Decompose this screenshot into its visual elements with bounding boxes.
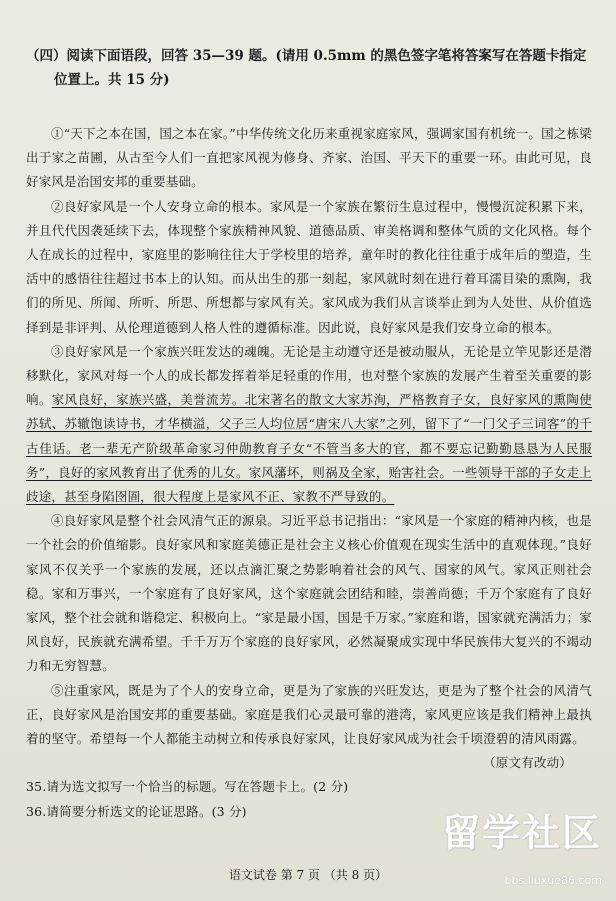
paragraph-1: ①“天下之本在国，国之本在家。”中华传统文化历来重视家庭家风，强调家国有机统一。国之栋梁出于家之苗圃，从古至今人们一直把家风视为修身、齐家、治国、平天下的重要一环。由此可见，良好家风是治国安邦的重要基础。: [26, 126, 592, 190]
watermark-url: bbs.liuxue86.com: [504, 874, 602, 887]
header-line-2: 位置上。共 15 分): [54, 72, 170, 88]
paragraph-3: [26, 340, 592, 509]
paragraph-2: ②良好家风是一个人安身立命的根本。家风是一个家族在繁衍生息过程中，慢慢沉淀积累下来，并且代代因袭延续下去，体现整个家族精神风貌、道德品质、审美格调和整体气质的文化风格。每个人在成长的过程中，家庭里的影响往往大于学校里的培养，童年时的教化往往重于成年后的塑造，生活中的感悟往往超过书本上的认知。而从出生的那一刻起，家风就时刻在进行着耳濡目染的熏陶，我们的所见、所闻、所听、所思、所想都与家风有关。家风成为我们从言谈举止到为人处世、从价值选择到是非评判、从伦理道德到人格人性的遵循标准。因此说，良好家风是我们安身立命的根本。: [26, 198, 592, 335]
paragraph-3-underlined: 家风良好，家族兴盛，美誉流芳。北宋著名的散文大家苏洵，严格教育子女，良好家风的熏陶使苏轼、苏辙饱读诗书，才华横溢，父子三人均位居“唐宋八大家”之列，留下了“一门父子三词客”的千古佳话。老一辈无产阶级革命家习仲勋教育子女“不管当多大的官，都不要忘记勤勤恳恳为人民服务”，良好的家风教育出了优秀的儿女。家风藩坏，则祸及全家，贻害社会。一些领导干部的子女走上歧途，甚至身陷囹圄，很大程度上是家风不正、家教不严导致的。: [26, 392, 592, 505]
source-note: （原文有改动）: [483, 755, 572, 771]
page-footer: 语文试卷 第 7 页 （共 8 页）: [228, 868, 388, 882]
paragraph-4: ④良好家风是整个社会风清气正的源泉。习近平总书记指出：“家风是一个家庭的精神内核，也是一个社会的价值缩影。良好家风和家庭美德正是社会主义核心价值观在现实生活中的直观体现。”良好家风不仅关乎一个家族的发展，还以点滴汇聚之势影响着社会的风气、国家的风气。家风正则社会稳。家和万事兴，一个家庭有了良好家风，这个家庭就会团结和睦，崇善尚德；千万个家庭有了良好家风，整个社会就和谐稳定、积极向上。“家是最小国，国是千万家。”家庭和谐，国家就充满活力；家风良好，民族就充满希望。千千万万个家庭的良好家风，必然凝聚成实现中华民族伟大复兴的不竭动力和无穷智慧。: [26, 513, 592, 674]
passage: [26, 122, 592, 824]
question-35: 35.请为选文拟写一个恰当的标题。写在答题卡上。(2 分): [26, 779, 349, 795]
section-header: [26, 44, 598, 92]
paragraph-3-text: ③良好家风是一个家族兴旺发达的魂魄。无论是主动遵守还是被动服从，无论是立竿见影还是潜移默化，家风对每一个人的成长都发挥着举足轻重的作用，也对整个家族的发展产生着至关重要的影响。: [26, 343, 592, 408]
watermark-logo: 留学社区: [441, 811, 602, 855]
question-36: 36.请简要分析选文的论证思路。(3 分): [26, 803, 247, 819]
header-line-1: （四）阅读下面语段，回答 35—39 题。(请用 0.5mm 的黑色签字笔将答案写在答题卡指定: [26, 48, 587, 64]
paragraph-5: ⑤注重家风，既是为了个人的安身立命，更是为了家族的兴旺发达，更是为了整个社会的风清气正，良好家风是治国安邦的重要基础。家庭是我们心灵最可靠的港湾，家风更应该是我们精神上最执着的坚守。希望每一个人都能主动树立和传承良好家风，让良好家风成为社会千顷澄碧的清风雨露。: [26, 682, 592, 747]
